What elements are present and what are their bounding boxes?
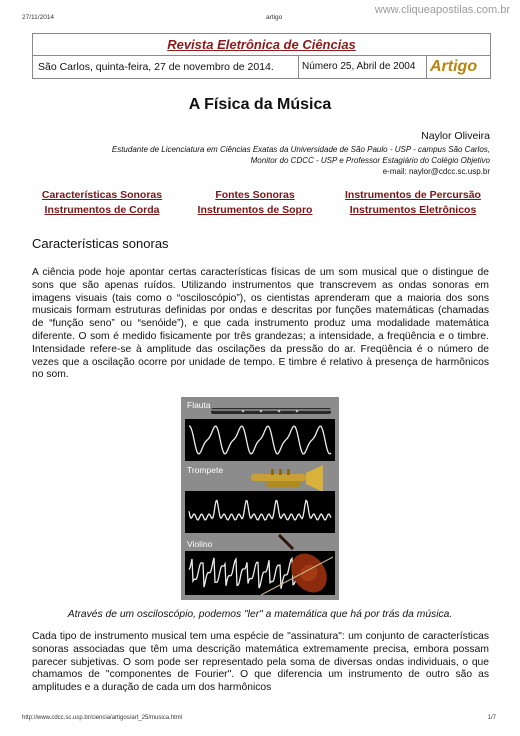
label-flauta: Flauta bbox=[187, 400, 211, 410]
nav-link-instrumentos-corda[interactable]: Instrumentos de Corda bbox=[44, 204, 160, 216]
masthead-info-row bbox=[33, 56, 490, 78]
section-heading: Características sonoras bbox=[32, 236, 169, 251]
nav-link-instrumentos-eletronicos[interactable]: Instrumentos Eletrônicos bbox=[349, 204, 477, 216]
section-badge: Artigo bbox=[430, 58, 478, 75]
page-number: 1/7 bbox=[487, 715, 496, 721]
nav-row-1 bbox=[32, 189, 488, 201]
figure-caption: Através de um osciloscópio, podemos "ler" a matemática que há por trás da música. bbox=[67, 609, 453, 620]
paragraph-1: A ciência pode hoje apontar certas características físicas de um som musical que o distingue de sons que são apenas ruídos. Utilizando instrumentos que transcrevem as ondas sonoras em imagens visuais (tais como o “osciloscópio”), os cientistas aprenderam que a maioria dos sons musicais formam estruturas definidas por ondas e descritas por funções matemáticas (chamadas de “função seno” ou “senóide”), e que cada instrumento produz uma modalidade matemática diferente. O som é medido fisicamente por três grandezas; a intensidade, a freqüência e o timbre. Intensidade refere-se à amplitude das oscilações da pressão do ar. Freqüência é o número de vezes que a oscilação ocorre por unidade de tempo. E timbre é relativo à presença de harmônicos no som. bbox=[32, 267, 489, 381]
author-name: Naylor Oliveira bbox=[421, 130, 490, 142]
current-date: São Carlos, quinta-feira, 27 de novembro de 2014. bbox=[33, 56, 299, 78]
author-email: e-mail: naylor@cdcc.sc.usp.br bbox=[382, 167, 490, 176]
print-date: 27/11/2014 bbox=[22, 14, 55, 21]
oscilloscope-figure bbox=[181, 397, 339, 600]
byline bbox=[30, 130, 490, 177]
masthead bbox=[32, 33, 491, 79]
section-nav bbox=[32, 189, 488, 219]
label-trompete: Trompete bbox=[187, 465, 224, 475]
page-url: http://www.cdcc.sc.usp.br/ciencia/artigos/art_25/musica.html bbox=[22, 715, 183, 721]
print-title: artigo bbox=[266, 14, 283, 21]
oscilloscope-illustration bbox=[181, 397, 339, 600]
author-affiliation-1: Estudante de Licenciatura em Ciências Exatas da Universidade de São Paulo - USP - campus São Carlos, bbox=[111, 145, 490, 154]
nav-row-2 bbox=[32, 204, 488, 216]
flute-illustration bbox=[211, 408, 331, 414]
wave-panel-trumpet bbox=[185, 491, 335, 533]
watermark: www.cliqueapostilas.com.br bbox=[374, 4, 510, 16]
author-affiliation-2: Monitor do CDCC - USP e Professor Estagiário do Colégio Objetivo bbox=[250, 156, 490, 165]
nav-link-fontes-sonoras[interactable]: Fontes Sonoras bbox=[215, 189, 295, 201]
label-violino: Violino bbox=[187, 539, 213, 549]
article-title: A Física da Música bbox=[188, 96, 332, 113]
issue-number: Número 25, Abril de 2004 bbox=[299, 56, 427, 78]
nav-link-instrumentos-sopro[interactable]: Instrumentos de Sopro bbox=[197, 204, 313, 216]
nav-link-caracteristicas-sonoras[interactable]: Características Sonoras bbox=[41, 189, 163, 201]
journal-title[interactable]: Revista Eletrônica de Ciências bbox=[33, 34, 490, 56]
nav-link-instrumentos-percussao[interactable]: Instrumentos de Percursão bbox=[345, 189, 481, 201]
paragraph-2: Cada tipo de instrumento musical tem uma espécie de "assinatura": um conjunto de características sonoras associadas que têm uma descrição matemática extremamente precisa, embora possam parecer subjetivas. O som pode ser representado pela soma de diversas ondas individuais, o que chamamos de "componentes de Fourier". O que diferencia um instrumento de outro são as amplitudes e a duração de cada um dos harmônicos bbox=[32, 631, 489, 694]
